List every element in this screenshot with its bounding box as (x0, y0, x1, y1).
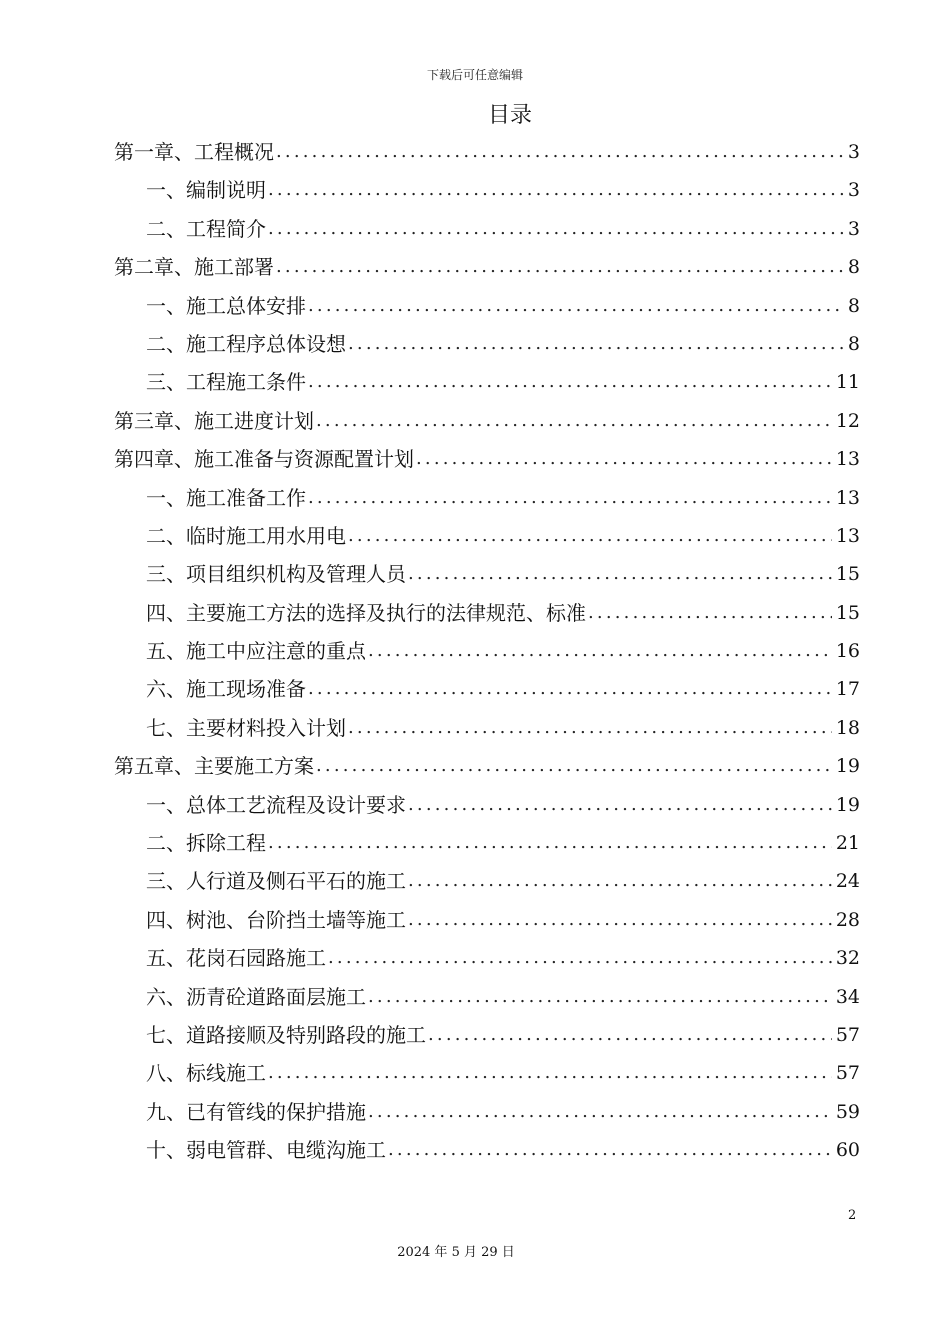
toc-leader-dots (368, 632, 832, 670)
toc-entry-label: 第五章、主要施工方案 (114, 754, 314, 779)
toc-leader-dots (416, 440, 832, 478)
toc-entry-page: 13 (835, 524, 860, 547)
toc-entry-page: 19 (835, 755, 860, 778)
toc-entry[interactable] (114, 325, 860, 363)
toc-entry[interactable] (114, 862, 860, 900)
toc-entry-page: 18 (835, 716, 860, 739)
toc-entry-label: 二、工程简介 (146, 216, 266, 241)
toc-entry[interactable] (114, 709, 860, 747)
toc-leader-dots (276, 248, 844, 286)
toc-entry-label: 第二章、施工部署 (114, 255, 274, 280)
toc-entry[interactable] (114, 555, 860, 593)
toc-entry-label: 三、人行道及侧石平石的施工 (146, 869, 406, 894)
footer-date: 2024 年 5 月 29 日 (397, 1245, 515, 1260)
toc-entry[interactable] (114, 594, 860, 632)
toc-entry-label: 二、临时施工用水用电 (146, 523, 346, 548)
toc-entry-label: 七、道路接顺及特别路段的施工 (146, 1022, 426, 1047)
toc-entry[interactable] (114, 402, 860, 440)
toc-leader-dots (428, 1016, 832, 1054)
toc-entry[interactable] (114, 901, 860, 939)
toc-entry-page: 13 (835, 486, 860, 509)
toc-leader-dots (316, 747, 832, 785)
toc-entry-label: 六、施工现场准备 (146, 677, 306, 702)
toc-entry-page: 17 (835, 678, 860, 701)
toc-leader-dots (268, 171, 844, 209)
toc-entry[interactable] (114, 248, 860, 286)
toc-leader-dots (268, 1054, 832, 1092)
toc-leader-dots (348, 709, 832, 747)
toc-entry-page: 32 (835, 947, 860, 970)
toc-entry-label: 一、编制说明 (146, 178, 266, 203)
toc-leader-dots (308, 287, 844, 325)
toc-entry-page: 57 (835, 1023, 860, 1046)
table-of-contents (114, 133, 860, 1170)
header-note: 下载后可任意编辑 (426, 68, 523, 82)
toc-entry[interactable] (114, 210, 860, 248)
toc-entry-label: 六、沥青砼道路面层施工 (146, 984, 366, 1009)
toc-leader-dots (588, 594, 832, 632)
toc-entry-label: 二、拆除工程 (146, 831, 266, 856)
toc-entry[interactable] (114, 978, 860, 1016)
toc-leader-dots (308, 670, 832, 708)
toc-entry-page: 15 (835, 601, 860, 624)
toc-entry-page: 3 (847, 217, 860, 240)
toc-entry[interactable] (114, 1131, 860, 1169)
toc-leader-dots (276, 133, 844, 171)
toc-entry-label: 第三章、施工进度计划 (114, 408, 314, 433)
toc-entry[interactable] (114, 479, 860, 517)
toc-leader-dots (388, 1131, 832, 1169)
toc-entry-page: 21 (835, 832, 860, 855)
toc-leader-dots (408, 786, 832, 824)
toc-entry[interactable] (114, 1054, 860, 1092)
toc-entry-label: 一、总体工艺流程及设计要求 (146, 792, 406, 817)
toc-entry[interactable] (114, 517, 860, 555)
toc-entry-label: 一、施工总体安排 (146, 293, 306, 318)
toc-entry[interactable] (114, 824, 860, 862)
toc-entry[interactable] (114, 786, 860, 824)
toc-entry-page: 34 (835, 985, 860, 1008)
toc-leader-dots (328, 939, 832, 977)
toc-entry-page: 19 (835, 793, 860, 816)
toc-leader-dots (368, 978, 832, 1016)
toc-leader-dots (348, 325, 844, 363)
toc-leader-dots (408, 555, 832, 593)
toc-entry-page: 15 (835, 563, 860, 586)
toc-entry-page: 60 (835, 1139, 860, 1162)
toc-leader-dots (408, 901, 832, 939)
toc-entry[interactable] (114, 363, 860, 401)
toc-entry-page: 28 (835, 908, 860, 931)
toc-entry[interactable] (114, 440, 860, 478)
toc-entry-label: 七、主要材料投入计划 (146, 715, 346, 740)
toc-leader-dots (348, 517, 832, 555)
toc-entry-page: 8 (847, 294, 860, 317)
toc-leader-dots (368, 1093, 832, 1131)
toc-leader-dots (308, 363, 832, 401)
toc-leader-dots (268, 824, 832, 862)
toc-entry-page: 12 (835, 409, 860, 432)
toc-leader-dots (408, 862, 832, 900)
toc-entry-label: 九、已有管线的保护措施 (146, 1099, 366, 1124)
toc-entry[interactable] (114, 133, 860, 171)
toc-entry-label: 第四章、施工准备与资源配置计划 (114, 447, 414, 472)
toc-entry[interactable] (114, 939, 860, 977)
toc-entry-label: 五、花岗石园路施工 (146, 946, 326, 971)
toc-entry-label: 第一章、工程概况 (114, 140, 274, 164)
page-number: 2 (848, 1208, 857, 1223)
toc-entry-page: 3 (847, 141, 860, 163)
toc-entry[interactable] (114, 1093, 860, 1131)
toc-entry[interactable] (114, 287, 860, 325)
toc-entry-label: 四、主要施工方法的选择及执行的法律规范、标准 (146, 600, 586, 625)
toc-entry-page: 8 (847, 256, 860, 279)
toc-entry[interactable] (114, 670, 860, 708)
toc-entry-page: 13 (835, 448, 860, 471)
toc-leader-dots (308, 479, 832, 517)
toc-entry[interactable] (114, 632, 860, 670)
toc-leader-dots (268, 210, 844, 248)
toc-entry-page: 16 (835, 640, 860, 663)
toc-entry-label: 三、工程施工条件 (146, 370, 306, 395)
page-title: 目录 (487, 103, 532, 128)
toc-entry-label: 一、施工准备工作 (146, 485, 306, 510)
toc-entry-page: 59 (835, 1100, 860, 1123)
toc-entry-label: 三、项目组织机构及管理人员 (146, 562, 406, 587)
toc-entry-page: 11 (835, 371, 860, 394)
toc-entry[interactable] (114, 747, 860, 785)
toc-entry-page: 57 (835, 1062, 860, 1085)
toc-entry-page: 24 (835, 870, 860, 893)
toc-entry-label: 四、树池、台阶挡土墙等施工 (146, 907, 406, 932)
toc-entry[interactable] (114, 171, 860, 209)
toc-leader-dots (316, 402, 832, 440)
toc-entry-label: 五、施工中应注意的重点 (146, 639, 366, 664)
toc-entry[interactable] (114, 1016, 860, 1054)
toc-entry-page: 3 (847, 179, 860, 202)
toc-entry-label: 二、施工程序总体设想 (146, 331, 346, 356)
toc-entry-label: 八、标线施工 (146, 1061, 266, 1086)
toc-entry-page: 8 (847, 332, 860, 355)
toc-entry-label: 十、弱电管群、电缆沟施工 (146, 1138, 386, 1163)
